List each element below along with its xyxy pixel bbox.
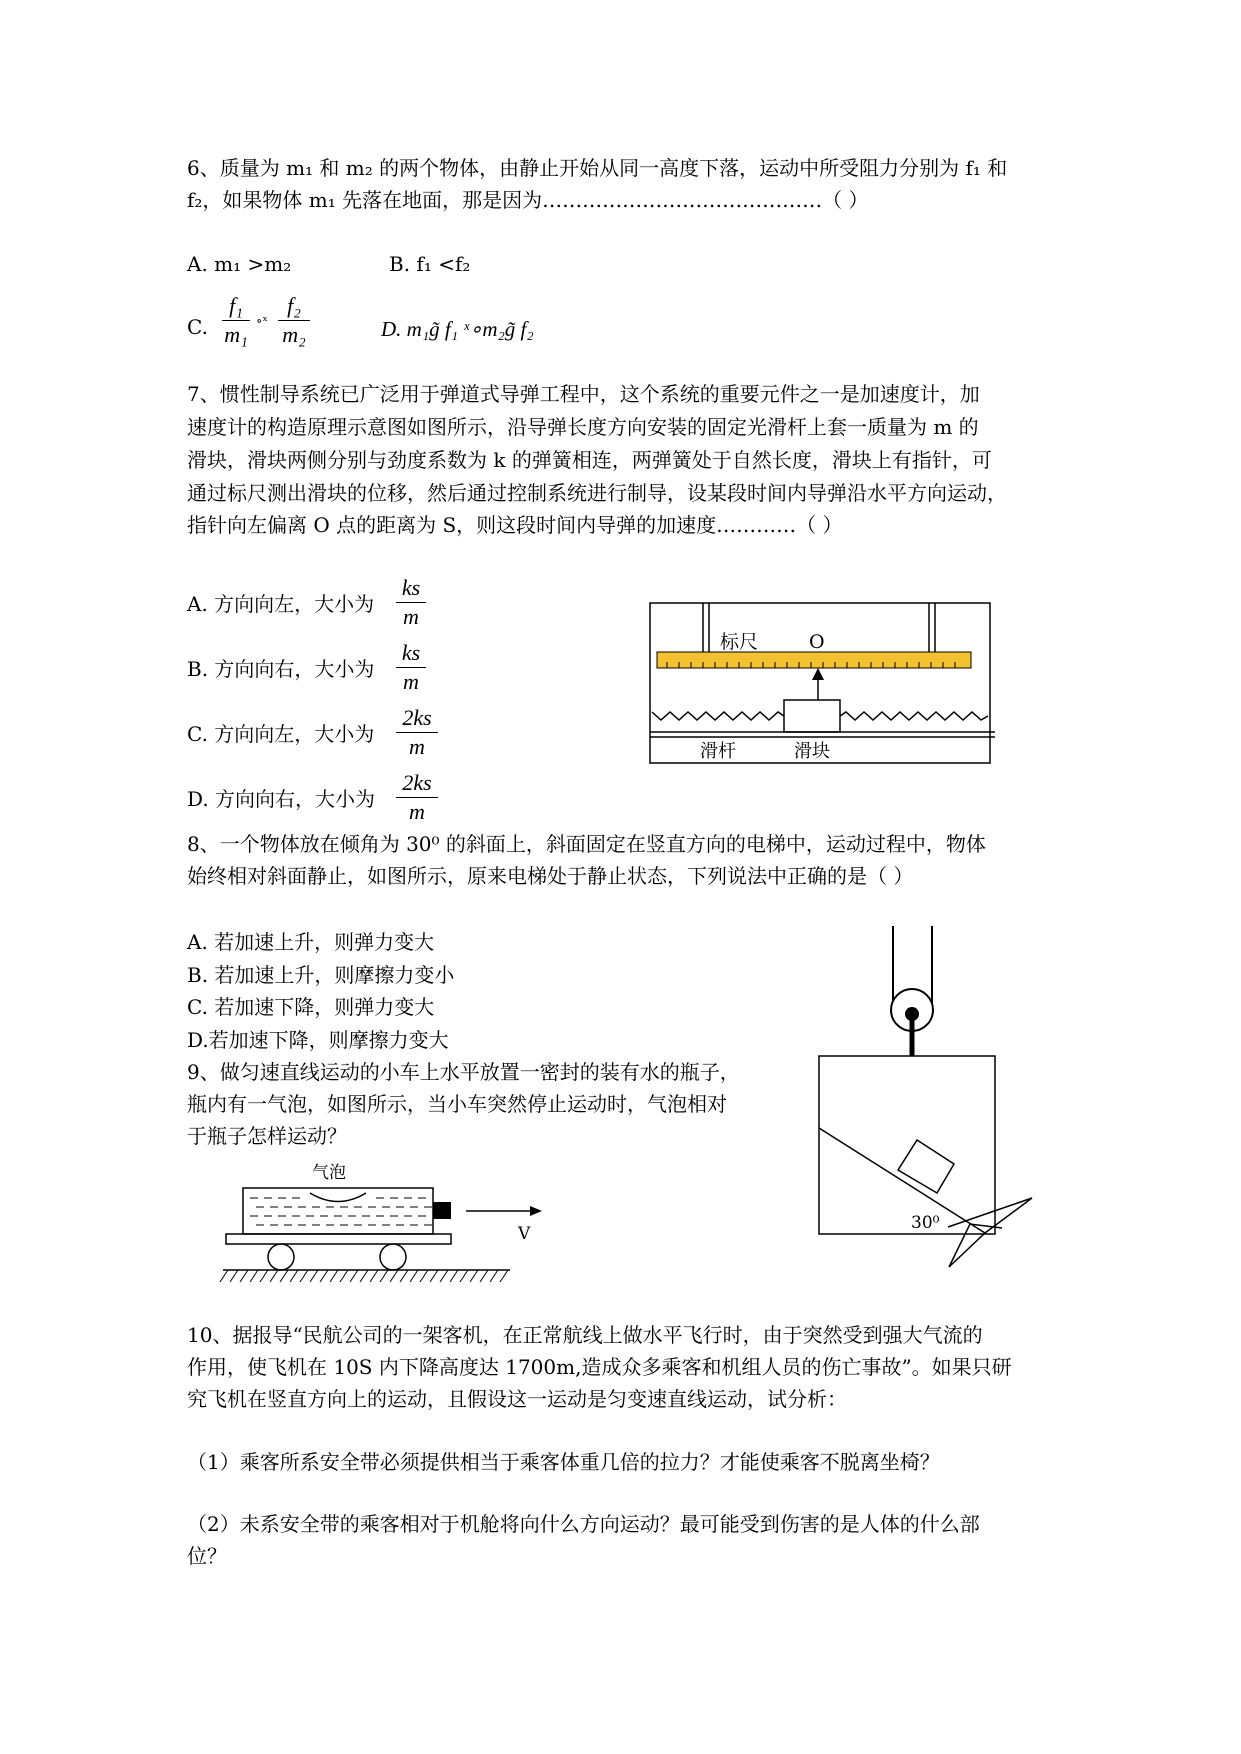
incline-angle-label: 30⁰ [911, 1213, 940, 1233]
ground-hatch-stroke [440, 1270, 448, 1282]
air-bubble [310, 1193, 366, 1202]
q8-option-c: C. 若加速下降，则弹力变大 [187, 995, 435, 1019]
velocity-label: V [518, 1224, 531, 1244]
fraction-denominator: m [403, 604, 419, 629]
q6-option-c-label: C. [187, 315, 208, 339]
q8-option-d: D.若加速下降，则摩擦力变大 [187, 1028, 449, 1052]
q10-line2: 作用，使飞机在 10S 内下降高度达 1700m,造成众多乘客和机组人员的伤亡事故”。如果只研 [187, 1355, 1012, 1379]
fraction-numerator: 2ks [402, 770, 432, 795]
ground-hatch-stroke [310, 1270, 318, 1282]
ground-hatch-stroke [380, 1270, 388, 1282]
q7-option-a: A. 方向向左，大小为 [187, 592, 375, 616]
q10-line1: 10、据报导“民航公司的一架客机，在正常航线上做水平飞行时，由于突然受到强大气流的 [187, 1323, 983, 1347]
fraction-denominator: m [409, 799, 425, 824]
bottle-cap [433, 1202, 451, 1219]
q10-sub1: （1）乘客所系安全带必须提供相当于乘客体重几倍的拉力？才能使乘客不脱离坐椅？ [187, 1450, 940, 1474]
q8-line1: 8、一个物体放在倾角为 30⁰ 的斜面上，斜面固定在竖直方向的电梯中，运动过程中，物体 [187, 832, 986, 856]
q9-line3: 于瓶子怎样运动？ [187, 1124, 347, 1148]
q7-line5: 指针向左偏离 O 点的距离为 S，则这段时间内导弹的加速度…………（ ） [187, 513, 843, 537]
slide-rod-label: 滑杆 [700, 741, 736, 762]
q8-option-b: B. 若加速上升，则摩擦力变小 [187, 963, 455, 987]
water-bottle [243, 1188, 433, 1234]
ground-hatch-stroke [410, 1270, 418, 1282]
cart-platform [226, 1234, 451, 1244]
ground-hatch-stroke [480, 1270, 488, 1282]
fraction-denominator: m [403, 669, 419, 694]
ground-hatch-stroke [220, 1270, 228, 1282]
q10-sub2-line2: 位？ [187, 1544, 227, 1568]
ground-hatch-stroke [230, 1270, 238, 1282]
q10-line3: 究飞机在竖直方向上的运动，且假设这一运动是匀变速直线运动，试分析： [187, 1387, 847, 1411]
q8-line2: 始终相对斜面静止，如图所示，原来电梯处于静止状态，下列说法中正确的是（ ） [187, 864, 914, 888]
cart-wheel-left [268, 1244, 294, 1270]
q6-line2: f₂，如果物体 m₁ 先落在地面，那是因为……………………………………（ ） [187, 188, 869, 212]
q10-sub2-line1: （2）未系安全带的乘客相对于机舱将向什么方向运动？最可能受到伤害的是人体的什么部 [187, 1512, 980, 1536]
q6-option-b: B. f₁ <f₂ [389, 252, 471, 276]
ground-hatch-stroke [240, 1270, 248, 1282]
q7-line1: 7、惯性制导系统已广泛用于弹道式导弹工程中，这个系统的重要元件之一是加速度计，加 [187, 382, 980, 406]
ground-hatch-stroke [430, 1270, 438, 1282]
q6-option-d: D. m₁g̃ f₁ ˣ∘m₂g̃ f₂ [381, 317, 534, 341]
origin-o-label: O [809, 631, 825, 653]
ground-hatch [220, 1270, 508, 1282]
q7-line4: 通过标尺测出滑块的位移，然后通过控制系统进行制导，设某段时间内导弹沿水平方向运动， [187, 481, 1007, 505]
fraction-denominator: m₁ [224, 322, 248, 347]
q9-line1: 9、做匀速直线运动的小车上水平放置一密封的装有水的瓶子， [187, 1060, 740, 1084]
ground-hatch-stroke [260, 1270, 268, 1282]
ground-hatch-stroke [300, 1270, 308, 1282]
fraction-numerator: ks [401, 640, 421, 665]
q7-option-d: D. 方向向右，大小为 [187, 787, 376, 811]
ground-hatch-stroke [390, 1270, 398, 1282]
ground-hatch-stroke [360, 1270, 368, 1282]
q6-option-c-relation-symbol: ∘ˣ [256, 314, 268, 329]
ground-hatch-stroke [250, 1270, 258, 1282]
ground-hatch-stroke [340, 1270, 348, 1282]
fraction-denominator: m₂ [282, 322, 306, 347]
ground-hatch-stroke [460, 1270, 468, 1282]
ground-hatch-stroke [270, 1270, 278, 1282]
fraction-numerator: f₁ [229, 293, 243, 318]
ruler-label: 标尺 [720, 631, 759, 653]
ground-hatch-stroke [450, 1270, 458, 1282]
ground-hatch-stroke [370, 1270, 378, 1282]
q7-line2: 速度计的构造原理示意图如图所示，沿导弹长度方向安装的固定光滑杆上套一质量为 m 的 [187, 415, 979, 439]
q7-option-b: B. 方向向右，大小为 [187, 657, 375, 681]
fraction-denominator: m [409, 734, 425, 759]
slider-block-label: 滑块 [794, 741, 830, 762]
ground-hatch-stroke [320, 1270, 328, 1282]
ground-hatch-stroke [500, 1270, 508, 1282]
ground-hatch-stroke [470, 1270, 478, 1282]
fraction-numerator: ks [401, 575, 421, 600]
q6-option-a: A. m₁ >m₂ [187, 252, 292, 276]
ground-hatch-stroke [490, 1270, 498, 1282]
ground-hatch-stroke [420, 1270, 428, 1282]
fraction-numerator: 2ks [402, 705, 432, 730]
q9-line2: 瓶内有一气泡，如图所示，当小车突然停止运动时，气泡相对 [187, 1092, 727, 1116]
fraction-numerator: f₂ [287, 293, 301, 318]
q6-line1: 6、质量为 m₁ 和 m₂ 的两个物体，由静止开始从同一高度下落，运动中所受阻力分别为 f₁ 和 [187, 156, 1008, 180]
q7-option-c: C. 方向向左，大小为 [187, 722, 375, 746]
velocity-arrowhead [530, 1206, 542, 1216]
ground-hatch-stroke [290, 1270, 298, 1282]
cart-wheel-right [380, 1244, 406, 1270]
ground-hatch-stroke [280, 1270, 288, 1282]
q8-option-a: A. 若加速上升，则弹力变大 [187, 930, 435, 954]
ground-hatch-stroke [330, 1270, 338, 1282]
ground-hatch-stroke [350, 1270, 358, 1282]
ground-hatch-stroke [400, 1270, 408, 1282]
q7-line3: 滑块，滑块两侧分别与劲度系数为 k 的弹簧相连，两弹簧处于自然长度，滑块上有指针，可 [187, 448, 992, 472]
bubble-label: 气泡 [312, 1163, 346, 1183]
